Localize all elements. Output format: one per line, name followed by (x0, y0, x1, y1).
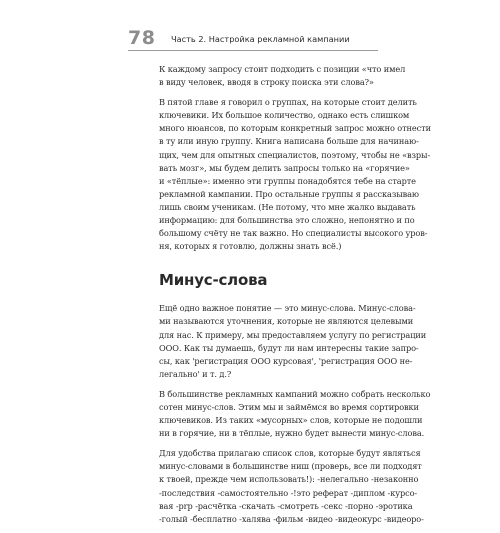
running-head: Часть 2. Настройка рекламной кампании (171, 34, 350, 44)
text-line: Ещё одно важное понятие — это минус-слова. Минус-слова- (159, 303, 416, 314)
section-heading: Минус-слова (159, 271, 268, 290)
text-line: ключевики. Их большое количество, однако есть слишком (159, 110, 410, 121)
text-line: рекламной кампании. Про остальные группы я рассказываю (159, 188, 419, 199)
text-line: сотен минус-слов. Этим мы и займёмся во время сортировки (159, 401, 419, 412)
text-line: минус-словами в большинстве ниш (проверь, все ли подходят (159, 461, 422, 472)
text-line: щих, чем для опытных специалистов, поэтому, чтобы не «взры- (159, 149, 431, 160)
paragraph (159, 96, 431, 253)
text-line: -последствия -самостоятельно -!это реферат -диплом -курсо- (159, 487, 418, 498)
paragraph (159, 63, 406, 89)
page-number: 78 (128, 27, 156, 49)
paragraph (159, 447, 424, 526)
paragraphs-before (159, 63, 431, 253)
text-line: в ту или иную группу. Книга написана больше для начинаю- (159, 136, 419, 147)
text-line: для нас. К примеру, мы предоставляем услугу по регистрации (159, 329, 427, 340)
text-line: ми называются уточнения, которые не являются целевыми (159, 316, 414, 327)
text-line: и «тёплые»: именно эти группы понадобятся тебе на старте (159, 175, 416, 186)
text-line: вать мозг», мы будем делить запросы только на «горячие» (159, 162, 410, 173)
paragraphs-after (159, 302, 431, 526)
text-line: лишь своим ученикам. (Не потому, что мне жалко выдавать (159, 201, 416, 212)
text-line: В пятой главе я говорил о группах, на которые стоит делить (159, 97, 417, 108)
text-line: большому счёту не так важно. Но специалисты высокого уров- (159, 228, 428, 239)
body-text (159, 63, 431, 533)
text-line: в виду человек, вводя в строку поиска эти слова?» (159, 77, 374, 88)
text-line: В большинстве рекламных кампаний можно собрать несколько (159, 388, 431, 399)
text-line: ня, которых я готовлю, должны знать всё.) (159, 241, 342, 252)
text-line: ни в горячие, ни в тёплые, нужно будет вынести минус-слова. (159, 428, 425, 439)
text-line: ООО. Как ты думаешь, будут ли нам интересны такие запро- (159, 342, 419, 353)
paragraph (159, 388, 431, 440)
page-header (128, 28, 378, 51)
text-line: К каждому запросу стоит подходить с позиции «что имел (159, 64, 406, 74)
text-line: вая -рrр -расчётка -скачать -смотреть -секс -порно -эротика (159, 500, 413, 511)
text-line: ключевиков. Из таких «мусорных» слов, которые не подошли (159, 415, 423, 426)
text-line: информацию: для большинства это сложно, непонятно и по (159, 215, 415, 226)
text-line: -голый -бесплатно -халява -фильм -видео -видеокурс -видеоро- (159, 513, 424, 524)
text-line: много нюансов, по которым конкретный запрос можно отнести (159, 123, 431, 134)
text-line: легально' и т. д.? (159, 368, 232, 379)
text-line: к твоей, прежде чем использовать!): -нелегально -незаконно (159, 474, 419, 485)
text-line: сы, как 'регистрация ООО курсовая', 'регистрация ООО не- (159, 355, 413, 366)
text-line: Для удобства прилагаю список слов, которые будут являться (159, 448, 421, 459)
paragraph (159, 302, 427, 381)
